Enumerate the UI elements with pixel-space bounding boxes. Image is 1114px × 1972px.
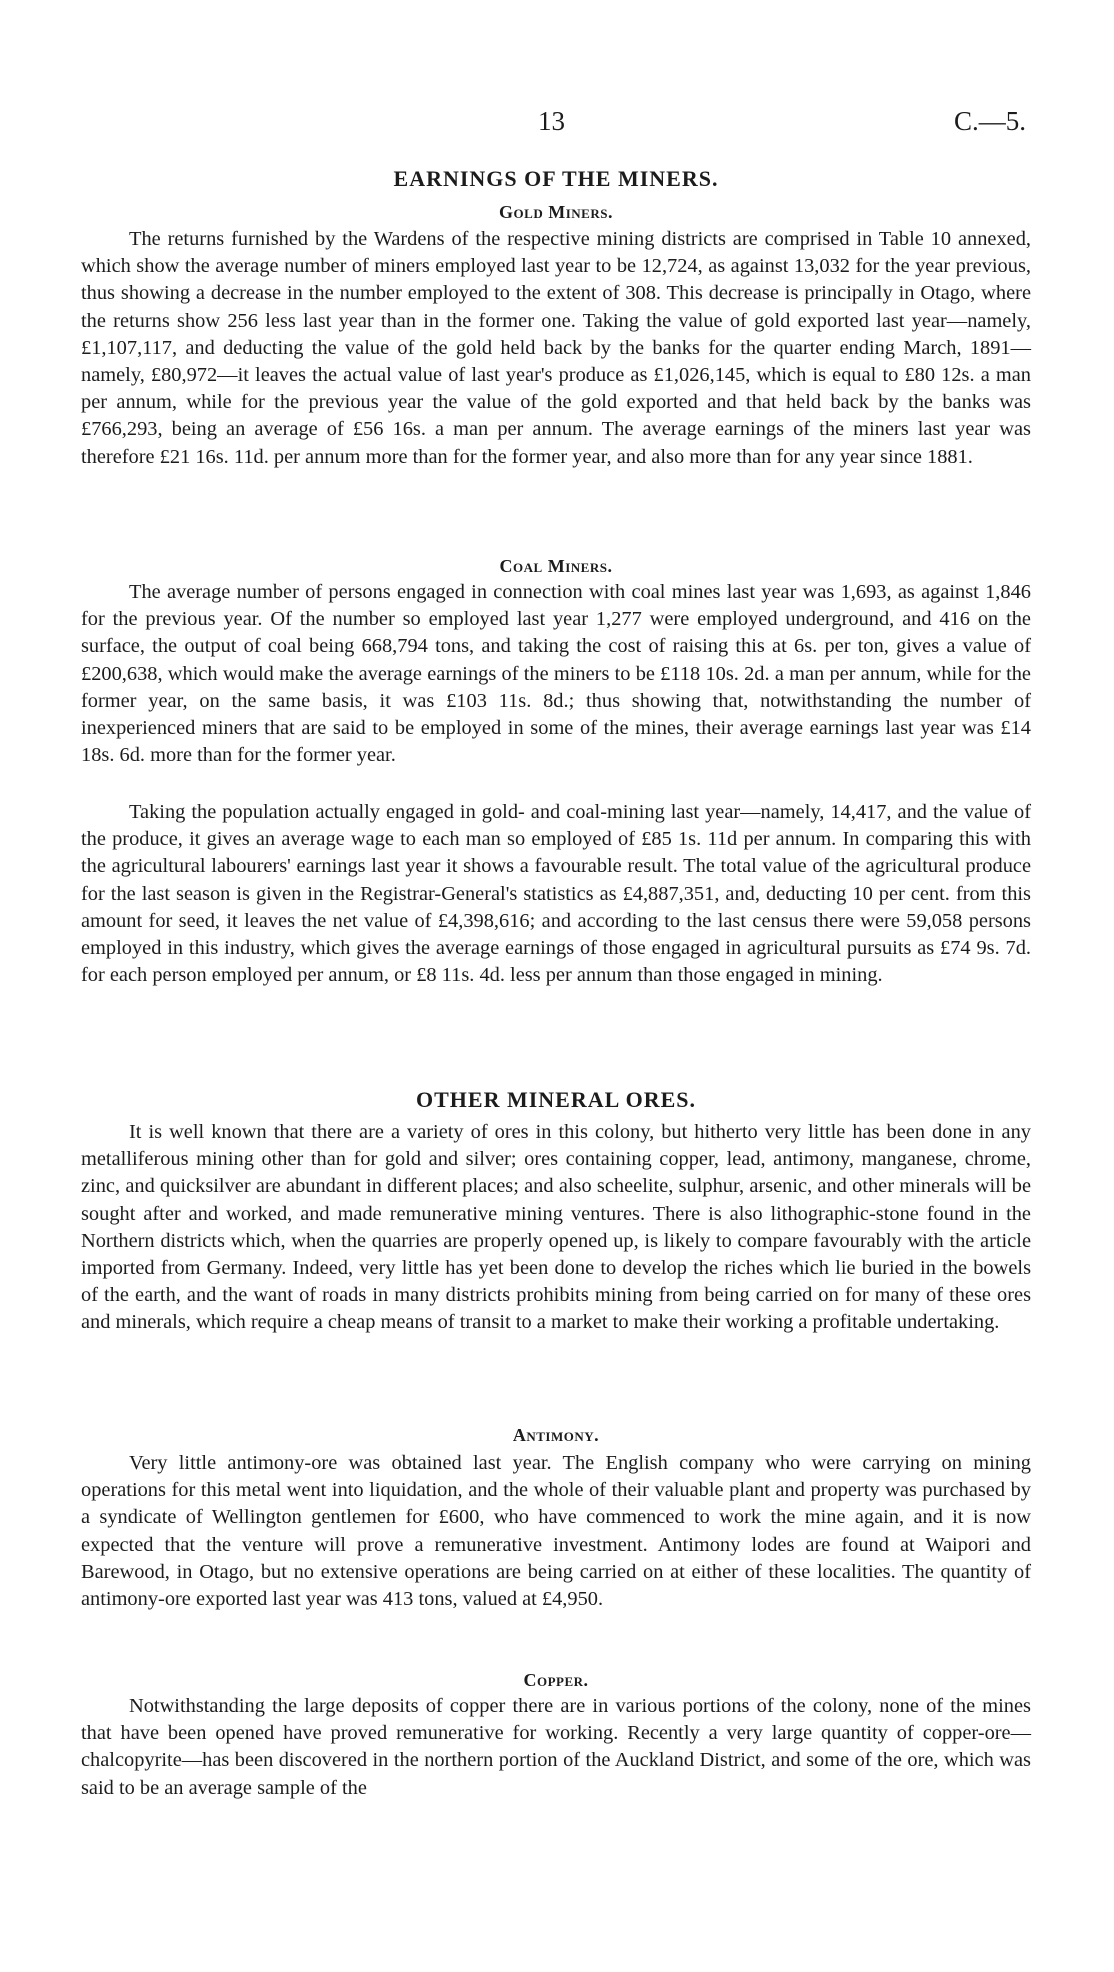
- document-code: C.—5.: [954, 106, 1027, 136]
- section-heading-other-ores: OTHER MINERAL ORES.: [416, 1087, 696, 1112]
- subheading-gold-miners: Gold Miners.: [499, 202, 613, 222]
- subheading-copper: Copper.: [523, 1670, 589, 1690]
- paragraph-coal-miners: The average number of persons engaged in connection with coal mines last year was 1,693, as against 1,846 for the previous year. Of the number so employed last year 1,277 were employed underground, and 416 on the surface, the output of coal being 668,794 tons, and taking the cost of raising this at 6s. per ton, gives a value of £200,638, which would make the average earnings of the miners to be £118 10s. 2d. a man per annum, while for the former year, on the same basis, it was £103 11s. 8d.; thus showing that, notwithstanding the number of inexperienced miners that are said to be employed in some of the mines, their average earnings last year was £14 18s. 6d. more than for the former year.: [81, 581, 1031, 767]
- page-number: 13: [538, 106, 565, 136]
- paragraph-antimony: Very little antimony-ore was obtained last year. The English company who were carrying on mining operations for this metal went into liquidation, and the whole of their valuable plant and property was purchased by a syndicate of Wellington gentlemen for £600, who have commenced to work the mine again, and it is now expected that the venture will prove a remunerative investment. Antimony lodes are found at Waipori and Barewood, in Otago, but no extensive operations are being carried on at either of these localities. The quantity of antimony-ore exported last year was 413 tons, valued at £4,950.: [81, 1452, 1031, 1611]
- section-heading-earnings: EARNINGS OF THE MINERS.: [393, 166, 719, 191]
- paragraph-agricultural-comparison: Taking the population actually engaged in gold- and coal-mining last year—namely, 14,417, and the value of the produce, it gives an average wage to each man so employed of £85 1s. 11d per annum. In comparing this with the agricultural labourers' earnings last year it shows a favourable result. The total value of the agricultural produce for the last season is given in the Registrar-General's statistics as £4,887,351, and, deducting 10 per cent. from this amount for seed, it leaves the net value of £4,398,616; and according to the last census there were 59,058 persons employed in this industry, which gives the average earnings of those engaged in agricultural pursuits as £74 9s. 7d. for each person employed per annum, or £8 11s. 4d. less per annum than those engaged in mining.: [81, 801, 1031, 987]
- subheading-coal-miners: Coal Miners.: [499, 556, 613, 576]
- paragraph-copper: Notwithstanding the large deposits of copper there are in various portions of the colony, none of the mines that have been opened have proved remunerative for working. Recently a very large quantity of copper-ore—chalcopyrite—has been discovered in the northern portion of the Auckland District, and some of the ore, which was said to be an average sample of the: [81, 1695, 1031, 1799]
- subheading-antimony: Antimony.: [512, 1425, 600, 1445]
- paragraph-other-ores: It is well known that there are a variety of ores in this colony, but hitherto very little has been done in any metalliferous mining other than for gold and silver; ores containing copper, lead, antimony, manganese, chrome, zinc, and quicksilver are abundant in different places; and also scheelite, sulphur, arsenic, and other minerals will be sought after and worked, and made remunerative mining ventures. There is also lithographic-stone found in the Northern districts which, when the quarries are properly opened up, is likely to compare favourably with the article imported from Germany. Indeed, very little has yet been done to develop the riches which lie buried in the bowels of the earth, and the want of roads in many districts prohibits mining from being carried on for many of these ores and minerals, which require a cheap means of transit to a market to make their working a profitable undertaking.: [81, 1121, 1031, 1334]
- page-header: [0, 106, 1114, 140]
- paragraph-gold-miners: The returns furnished by the Wardens of the respective mining districts are comprised in Table 10 annexed, which show the average number of miners employed last year to be 12,724, as against 13,032 for the year previous, thus showing a decrease in the number employed to the extent of 308. This decrease is principally in Otago, where the returns show 256 less last year than in the former one. Taking the value of gold exported last year—namely, £1,107,117, and deducting the value of the gold held back by the banks for the quarter ending March, 1891—namely, £80,972—it leaves the actual value of last year's produce as £1,026,145, which is equal to £80 12s. a man per annum, while for the previous year the value of the gold exported and that held back by the banks was £766,293, being an average of £56 16s. a man per annum. The average earnings of the miners last year was therefore £21 16s. 11d. per annum more than for the former year, and also more than for any year since 1881.: [81, 228, 1031, 468]
